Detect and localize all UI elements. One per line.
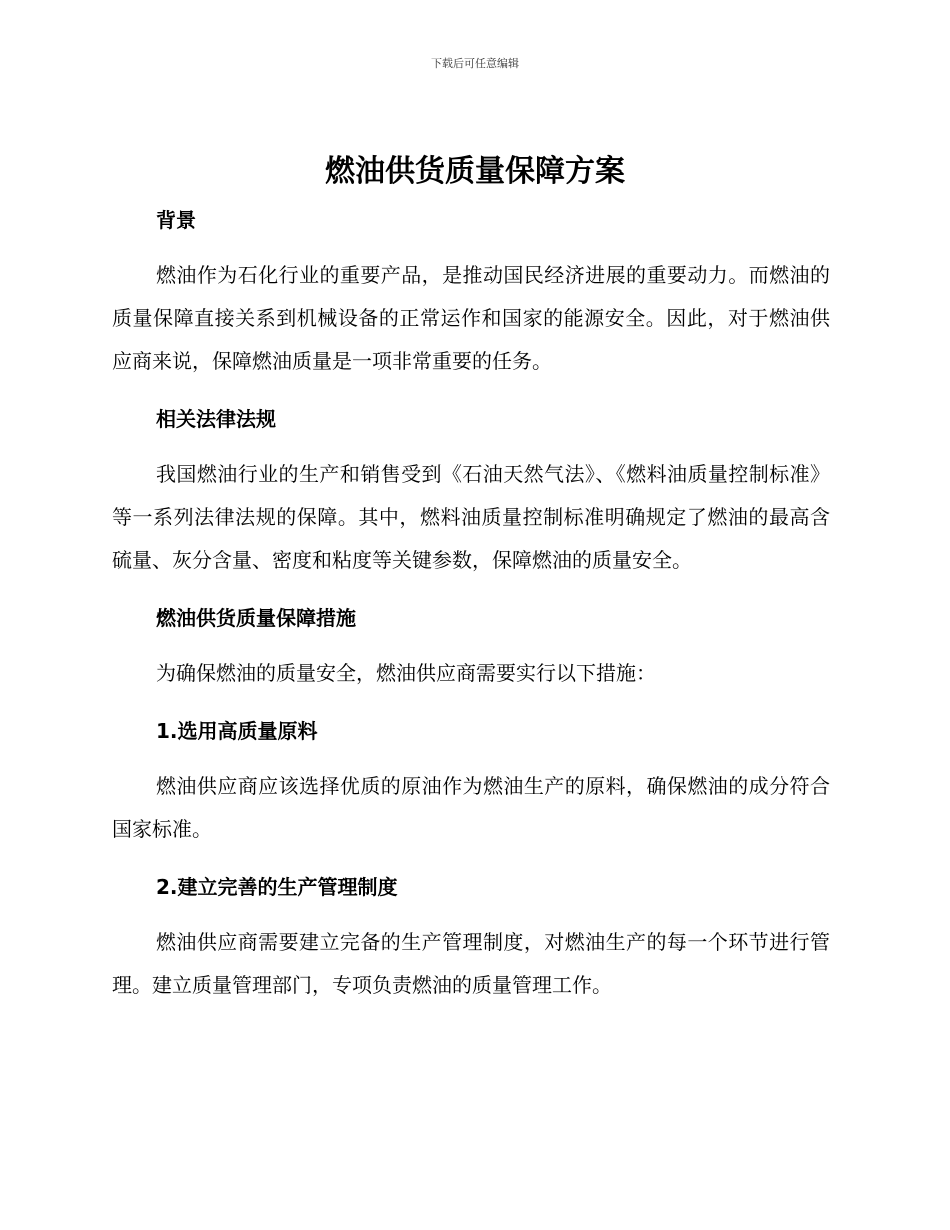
paragraph-measures-intro: 为确保燃油的质量安全，燃油供应商需要实行以下措施：	[156, 661, 656, 685]
section-heading-background: 背景	[156, 208, 196, 232]
paragraph-raw-materials: 燃油供应商应该选择优质的原油作为燃油生产的原料，确保燃油的成分符合国家标准。	[112, 774, 830, 841]
paragraph-management-system: 燃油供应商需要建立完备的生产管理制度，对燃油生产的每一个环节进行管理。建立质量管理部门，专项负责燃油的质量管理工作。	[112, 930, 830, 997]
paragraph-background: 燃油作为石化行业的重要产品，是推动国民经济进展的重要动力。而燃油的质量保障直接关系到机械设备的正常运作和国家的能源安全。因此，对于燃油供应商来说，保障燃油质量是一项非常重要的任务。	[112, 263, 830, 373]
section-heading-raw-materials: 1.选用高质量原料	[156, 719, 318, 743]
section-heading-laws: 相关法律法规	[156, 407, 276, 431]
paragraph-laws: 我国燃油行业的生产和销售受到《石油天然气法》、《燃料油质量控制标准》等一系列法律法规的保障。其中，燃料油质量控制标准明确规定了燃油的最高含硫量、灰分含量、密度和粘度等关键参数，保障燃油的质量安全。	[112, 462, 830, 572]
document-body	[112, 202, 830, 1007]
page-header-note: 下载后可任意编辑	[431, 57, 519, 70]
section-heading-measures: 燃油供货质量保障措施	[156, 606, 356, 630]
document-title: 燃油供货质量保障方案	[325, 154, 625, 189]
section-heading-management-system: 2.建立完善的生产管理制度	[156, 875, 398, 899]
